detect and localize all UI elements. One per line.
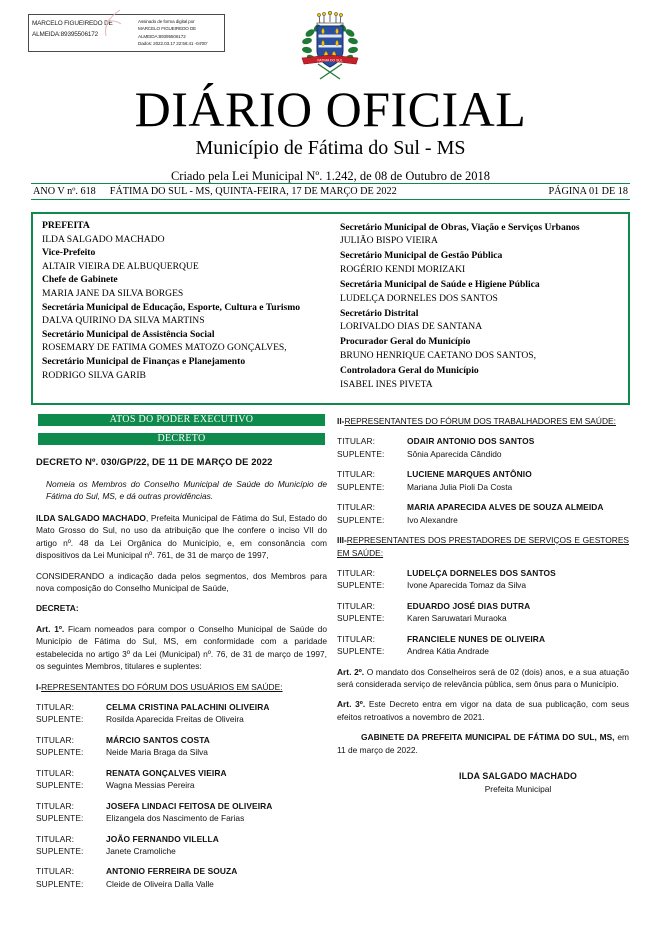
suplente-label: SUPLENTE: [337,448,385,459]
signer-role: Prefeita Municipal [484,784,552,795]
page-title: DIÁRIO OFICIAL [134,81,527,137]
member-titular-row [36,800,327,812]
article-1-text: Ficam nomeados para compor o Conselho Municipal de Saúde do Município de Fátima do Sul, MS, em conformidade com a paridade estabelecida no artigo 3º da Lei (Municipal) nº. 76, de 31 de março de 1997, os seguintes Membros, titulares e suplentes: [36,623,328,672]
suplente-label: SUPLENTE: [36,714,84,725]
section-title [36,681,327,693]
official-role: Secretário Municipal de Gestão Pública [339,250,503,262]
member-suplente-row [36,878,327,890]
digital-signature-stamp [28,14,225,52]
member-suplente-row [337,645,629,657]
official-name: ROGÉRIO KENDI MORIZAKI [339,263,466,275]
member-entry [36,734,327,759]
official-name: JULIÃO BISPO VIEIRA [339,235,438,247]
issue-year-number: ANO V nº. 618 [33,186,96,197]
titular-name: MÁRCIO SANTOS COSTA [106,734,210,745]
official-role: Controladora Geral do Município [339,365,479,377]
member-titular-row [337,435,629,447]
masthead [0,81,661,184]
official-name: ISABEL INES PIVETA [339,378,433,390]
titular-label: TITULAR: [36,734,75,745]
suplente-name: Mariana Julia Pioli Da Costa [407,481,513,492]
suplente-name: Neide Maria Braga da Silva [106,747,208,758]
official-role: Vice-Prefeito [42,247,96,259]
official-role: Secretário Municipal de Obras, Viação e Serviços Urbanos [339,221,580,233]
suplente-label: SUPLENTE: [36,845,84,856]
member-entry [36,800,327,825]
member-titular-row [36,767,327,779]
signature-detail-line1: Assinado de forma digital por [138,19,195,24]
signature-details [134,15,224,51]
member-entry [337,633,629,658]
decree-article-3 [337,698,629,723]
titular-name: CELMA CRISTINA PALACHINI OLIVEIRA [106,702,270,713]
titular-name: MARIA APARECIDA ALVES DE SOUZA ALMEIDA [407,502,604,513]
official-name: DALVA QUIRINO DA SILVA MARTINS [42,315,205,327]
member-suplente-row [337,448,629,460]
titular-label: TITULAR: [337,502,376,513]
member-suplente-row [337,514,629,526]
article-2-text: O mandato dos Conselheiros será de 02 (dois) anos, e a sua atuação será considerada serviço de relevância pública, sem ônus para o Município. [337,666,630,689]
official-name: LORIVALDO DIAS DE SANTANA [339,321,483,333]
section-number: II- [337,416,345,426]
suplente-name: Ivo Alexandre [407,514,458,525]
decree-decreta: DECRETA: [36,603,79,614]
titular-name: RENATA GONÇALVES VIEIRA [106,767,227,778]
titular-label: TITULAR: [337,436,376,447]
decree-preamble-text: , Prefeita Municipal de Fátima do Sul, Estado do Mato Grosso do Sul, no uso da atribuição que lhe confere o inciso VII do artigo nº. 48 da Lei Orgânica do Município, e, em consonância com dispositivos da Lei Municipal nº. 761, de 31 de março de 1997, [36,512,327,561]
section-title-text: REPRESENTANTES DO FÓRUM DOS TRABALHADORES EM SAÚDE: [344,416,616,426]
member-entry [36,865,327,890]
suplente-label: SUPLENTE: [337,613,385,624]
decree-heading: DECRETO Nº. 030/GP/22, DE 11 DE MARÇO DE 2022 [36,456,273,467]
svg-text:FATIMA DO SUL: FATIMA DO SUL [317,58,343,63]
coat-of-arms-icon [296,11,364,81]
signature-subject-line2: ALMEIDA:89395506172 [32,30,99,38]
official-role: PREFEITA [42,220,90,231]
official-role: Secretária Municipal de Educação, Esporte, Cultura e Turismo [42,301,301,313]
official-role: Procurador Geral do Município [339,336,471,348]
titular-name: LUCIENE MARQUES ANTÔNIO [407,469,532,480]
member-suplente-row [337,481,629,493]
suplente-name: Ivone Aparecida Tomaz da Silva [407,580,527,591]
suplente-name: Elizangela dos Nascimento de Farias [106,813,245,824]
suplente-name: Cleide de Oliveira Dalla Valle [106,878,214,889]
body-column-left [36,455,327,898]
masthead-subtitle: Município de Fátima do Sul - MS [195,137,466,159]
suplente-name: Sônia Aparecida Cândido [407,448,502,459]
masthead-law-line: Criado pela Lei Municipal Nº. 1.242, de 08 de Outubro de 2018 [170,169,491,183]
official-name: MARIA JANE DA SILVA BORGES [42,288,184,300]
titular-name: JOSEFA LINDACI FEITOSA DE OLIVEIRA [106,800,273,811]
member-titular-row [337,600,629,612]
titular-name: JOÃO FERNANDO VILELLA [106,833,219,844]
gabinete-rest: em 11 de março de 2022. [337,732,629,755]
titular-label: TITULAR: [36,767,75,778]
official-role: Chefe de Gabinete [42,274,118,286]
suplente-label: SUPLENTE: [337,514,385,525]
titular-name: ANTONIO FERREIRA DE SOUZA [106,866,238,877]
titular-label: TITULAR: [337,469,376,480]
official-role: Secretária Municipal de Saúde e Higiene Pública [339,278,540,290]
titular-name: EDUARDO JOSÉ DIAS DUTRA [407,600,531,611]
official-role: Secretário Distrital [339,307,419,319]
suplente-name: Rosilda Aparecida Freitas de Oliveira [106,714,244,725]
titular-name: FRANCIELE NUNES DE OLIVEIRA [407,633,546,644]
section-bar-decreto: DECRETO [38,433,325,445]
section-title-text: REPRESENTANTES DOS PRESTADORES DE SERVIÇOS E GESTORES EM SAÚDE: [337,535,629,558]
member-suplente-row [36,812,327,824]
officials-column-left [33,219,333,403]
official-role: Secretário Municipal de Finanças e Planejamento [42,356,246,368]
issue-bar [31,183,630,200]
article-2-label: Art. 2º. [337,666,365,677]
suplente-label: SUPLENTE: [337,481,385,492]
decree-article-1 [36,623,327,673]
signature-block [337,770,629,795]
member-suplente-row [36,845,327,857]
article-3-label: Art. 3º. [337,699,366,710]
member-entry [36,833,327,858]
titular-label: TITULAR: [36,800,75,811]
issue-place-date: FÁTIMA DO SUL - MS, QUINTA-FEIRA, 17 DE MARÇO DE 2022 [109,186,397,197]
decree-preamble-name: ILDA SALGADO MACHADO [36,512,146,523]
official-name: BRUNO HENRIQUE CAETANO DOS SANTOS, [339,349,536,361]
titular-label: TITULAR: [36,833,75,844]
titular-label: TITULAR: [36,866,75,877]
member-titular-row [337,567,629,579]
official-name: ROSEMARY DE FATIMA GOMES MATOZO GONÇALVES, [42,342,287,354]
signature-detail-line4: Dados: 2022.03.17 22:56:41 -04'00' [138,41,208,47]
official-name: ILDA SALGADO MACHADO [42,233,165,245]
suplente-label: SUPLENTE: [337,646,385,657]
member-titular-row [337,468,629,480]
decree-gabinete-line [337,731,629,756]
suplente-label: SUPLENTE: [36,780,84,791]
member-entry [337,468,629,493]
article-1-label: Art. 1º. [36,623,65,634]
titular-label: TITULAR: [337,633,376,644]
member-titular-row [36,701,327,713]
titular-name: LUDELÇA DORNELES DOS SANTOS [407,567,556,578]
issue-bar-left [33,186,397,197]
section-bar-atos-poder-executivo: ATOS DO PODER EXECUTIVO [38,414,325,426]
decree-article-2 [337,666,629,691]
titular-label: TITULAR: [36,702,75,713]
member-suplente-row [36,746,327,758]
decree-ementa: Nomeia os Membros do Conselho Municipal de Saúde do Município de Fátima do Sul, MS, e dá outras providências. [46,478,327,502]
signer-name: ILDA SALGADO MACHADO [458,771,577,782]
suplente-name: Janete Cramoliche [106,845,176,856]
signature-subject [29,15,134,51]
signature-subject-line1: MARCELO FIGUEIREDO DE [32,20,113,27]
official-name: RODRIGO SILVA GARIB [42,369,146,381]
section-2-holder [337,415,629,526]
titular-label: TITULAR: [337,600,376,611]
decree-considerando: CONSIDERANDO a indicação dada pelos segmentos, dos Membros para nova composição do Conselho Municipal de Saúde, [36,570,327,593]
body-column-right [337,415,629,796]
suplente-name: Andrea Kátia Andrade [407,646,489,657]
gabinete-bold: GABINETE DA PREFEITA MUNICIPAL DE FÁTIMA DO SUL, MS, [361,732,615,743]
decree-preamble [36,512,327,562]
section-1-holder [36,681,327,891]
article-3-text: Este Decreto entra em vigor na data de sua publicação, com seus efeitos retroativos a novembro de 2021. [337,699,630,722]
member-titular-row [36,865,327,877]
member-entry [36,701,327,726]
member-titular-row [337,501,629,513]
page-number: PÁGINA 01 DE 18 [548,186,628,197]
section-number: III- [337,535,347,546]
section-3-holder [337,534,629,658]
officials-box [31,212,630,405]
suplente-name: Karen Saruwatari Muraoka [407,613,507,624]
member-entry [337,567,629,592]
section-title-text: REPRESENTANTES DO FÓRUM DOS USUÁRIOS EM SAÚDE: [41,681,283,692]
suplente-label: SUPLENTE: [36,747,84,758]
section-title [337,534,629,559]
suplente-label: SUPLENTE: [36,878,84,889]
official-name: ALTAIR VIEIRA DE ALBUQUERQUE [42,260,199,272]
member-suplente-row [337,612,629,624]
member-suplente-row [36,713,327,725]
member-entry [337,501,629,526]
member-titular-row [36,833,327,845]
suplente-name: Wagna Messias Pereira [106,780,195,791]
member-suplente-row [337,579,629,591]
section-number: I- [36,681,42,692]
member-entry [36,767,327,792]
member-entry [337,600,629,625]
officials-column-right [333,219,628,403]
signature-detail-line2: MARCELO FIGUEIREDO DE [138,26,197,32]
section-title [337,415,629,427]
member-titular-row [337,633,629,645]
suplente-label: SUPLENTE: [36,813,84,824]
official-role: Secretário Municipal de Assistência Social [42,328,215,340]
official-name: LUDELÇA DORNELES DOS SANTOS [339,292,498,304]
member-entry [337,435,629,460]
titular-name: ODAIR ANTONIO DOS SANTOS [407,436,535,447]
titular-label: TITULAR: [337,567,376,578]
member-titular-row [36,734,327,746]
member-suplente-row [36,779,327,791]
suplente-label: SUPLENTE: [337,580,385,591]
signature-detail-line3: ALMEIDA:89395506172 [138,33,186,39]
